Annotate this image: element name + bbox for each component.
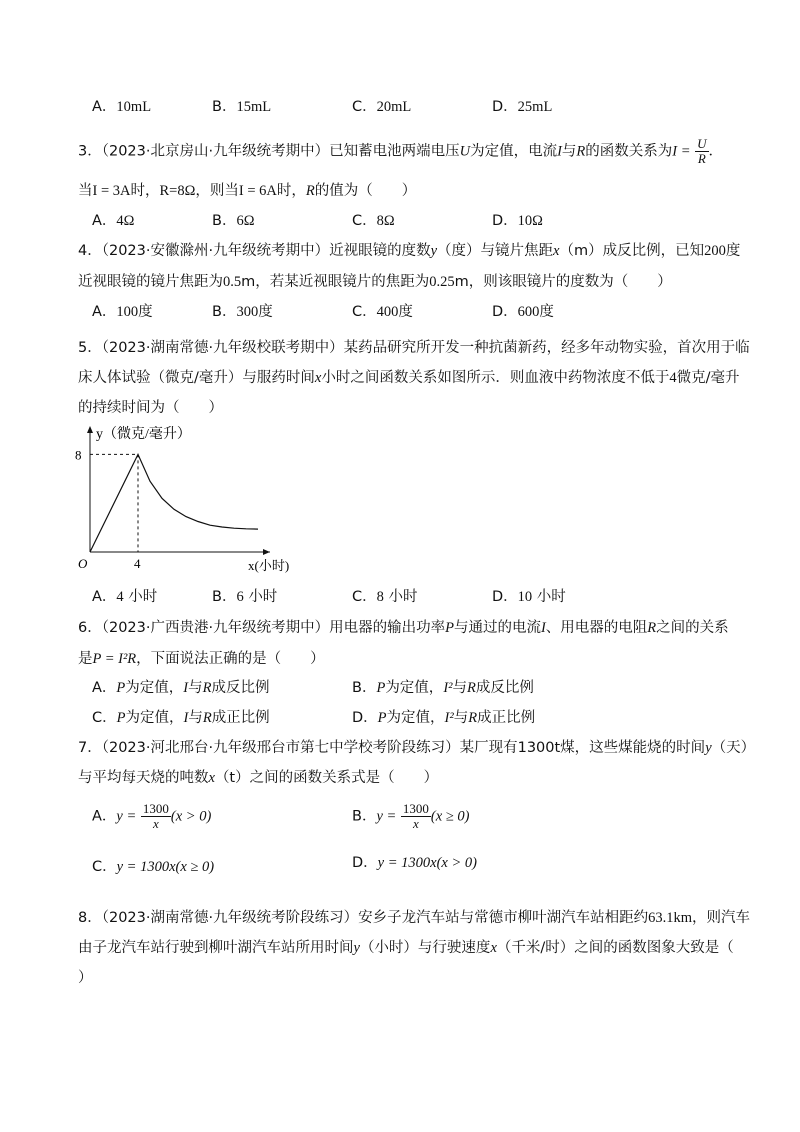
q2-option-d[interactable]: D．25mL bbox=[492, 99, 553, 115]
x-axis-arrow bbox=[263, 549, 270, 555]
origin-label: O bbox=[78, 556, 88, 571]
q7-option-d[interactable]: D．y = 1300x(x > 0) bbox=[352, 855, 477, 871]
y-axis-arrow bbox=[87, 426, 93, 433]
q3-stem-line2: 当I = 3A时，R=8Ω，则当I = 6A时，R的值为（ ） bbox=[78, 183, 417, 199]
q4-option-a[interactable]: A．100度 bbox=[92, 304, 153, 320]
q8-stem-line3: ） bbox=[78, 970, 93, 986]
q7-stem-line2: 与平均每天烧的吨数x（t）之间的函数关系式是（ ） bbox=[78, 770, 439, 786]
x-tick-label-4: 4 bbox=[134, 556, 141, 571]
q5-option-b[interactable]: B．6 小时 bbox=[212, 589, 278, 605]
q5-stem-line1: 5．（2023·湖南常德·九年级校联考期中）某药品研究所开发一种抗菌新药，经多年动物实验，首次用于临 bbox=[78, 340, 750, 356]
q6-option-a[interactable]: A．P为定值，I与R成反比例 bbox=[92, 680, 270, 696]
q2-option-a[interactable]: A．10mL bbox=[92, 99, 152, 115]
q4-stem-line1: 4．（2023·安徽滁州·九年级统考期中）近视眼镜的度数y（度）与镜片焦距x（m）成反比例，已知200度 bbox=[78, 243, 741, 259]
q3-formula-fraction: $\frac{U}{R}$ bbox=[697, 136, 707, 166]
q4-option-b[interactable]: B．300度 bbox=[212, 304, 273, 320]
x-axis-label: x(小时) bbox=[248, 558, 290, 573]
q5-stem-line3: 的持续时间为（ ） bbox=[78, 400, 223, 416]
q2-option-b[interactable]: B．15mL bbox=[212, 99, 272, 115]
q6-option-c[interactable]: C．P为定值，I与R成正比例 bbox=[92, 710, 270, 726]
concentration-curve bbox=[90, 454, 258, 552]
q7-option-a[interactable]: A．y = $\frac{1300}{x}$ (x > 0) bbox=[92, 801, 212, 831]
q5-option-c[interactable]: C．8 小时 bbox=[352, 589, 418, 605]
y-axis-label: y（微克/毫升） bbox=[96, 427, 191, 442]
q4-option-d[interactable]: D．600度 bbox=[492, 304, 554, 320]
q5-stem-line2: 床人体试验（微克/毫升）与服药时间x小时之间函数关系如图所示．则血液中药物浓度不低于4微克/毫升 bbox=[78, 370, 740, 386]
q6-stem-line1: 6．（2023·广西贵港·九年级统考期中）用电器的输出功率P与通过的电流I、用电器的电阻R之间的关系 bbox=[78, 620, 729, 636]
q5-option-a[interactable]: A．4 小时 bbox=[92, 589, 158, 605]
q7-option-c[interactable]: C．y = 1300x(x ≥ 0) bbox=[92, 859, 215, 875]
q2-option-c[interactable]: C．20mL bbox=[352, 99, 412, 115]
q3-option-a[interactable]: A．4Ω bbox=[92, 213, 135, 229]
q3-option-b[interactable]: B．6Ω bbox=[212, 213, 255, 229]
q3-option-c[interactable]: C．8Ω bbox=[352, 213, 395, 229]
q6-option-b[interactable]: B．P为定值，I²与R成反比例 bbox=[352, 680, 534, 696]
q7-stem-line1: 7．（2023·河北邢台·九年级邢台市第七中学校考阶段练习）某厂现有1300t煤，这些煤能烧的时间y（天） bbox=[78, 740, 756, 756]
y-tick-label-8: 8 bbox=[75, 447, 82, 463]
q3-option-d[interactable]: D．10Ω bbox=[492, 213, 543, 229]
q4-stem-line2: 近视眼镜的镜片焦距为0.5m，若某近视眼镜片的焦距为0.25m，则该眼镜片的度数为（ ） bbox=[78, 274, 672, 290]
q5-option-d[interactable]: D．10 小时 bbox=[492, 589, 566, 605]
q7-option-b[interactable]: B．y = $\frac{1300}{x}$ (x ≥ 0) bbox=[352, 801, 470, 831]
q6-stem-line2: 是P = I²R，下面说法正确的是（ ） bbox=[78, 651, 325, 667]
q4-option-c[interactable]: C．400度 bbox=[352, 304, 413, 320]
q3-stem-line1: 3．（2023·北京房山·九年级统考期中）已知蓄电池两端电压U为定值，电流I与R的函数关系为I = $\frac{U}{R}$ ． bbox=[78, 136, 724, 166]
q6-option-d[interactable]: D．P为定值，I²与R成正比例 bbox=[352, 710, 536, 726]
q8-stem-line2: 由子龙汽车站行驶到柳叶湖汽车站所用时间y（小时）与行驶速度x（千米/时）之间的函数图象大致是（ bbox=[78, 940, 734, 956]
q5-concentration-chart bbox=[70, 420, 300, 580]
q8-stem-line1: 8．（2023·湖南常德·九年级统考阶段练习）安乡子龙汽车站与常德市柳叶湖汽车站相距约63.1km，则汽车 bbox=[78, 910, 750, 926]
